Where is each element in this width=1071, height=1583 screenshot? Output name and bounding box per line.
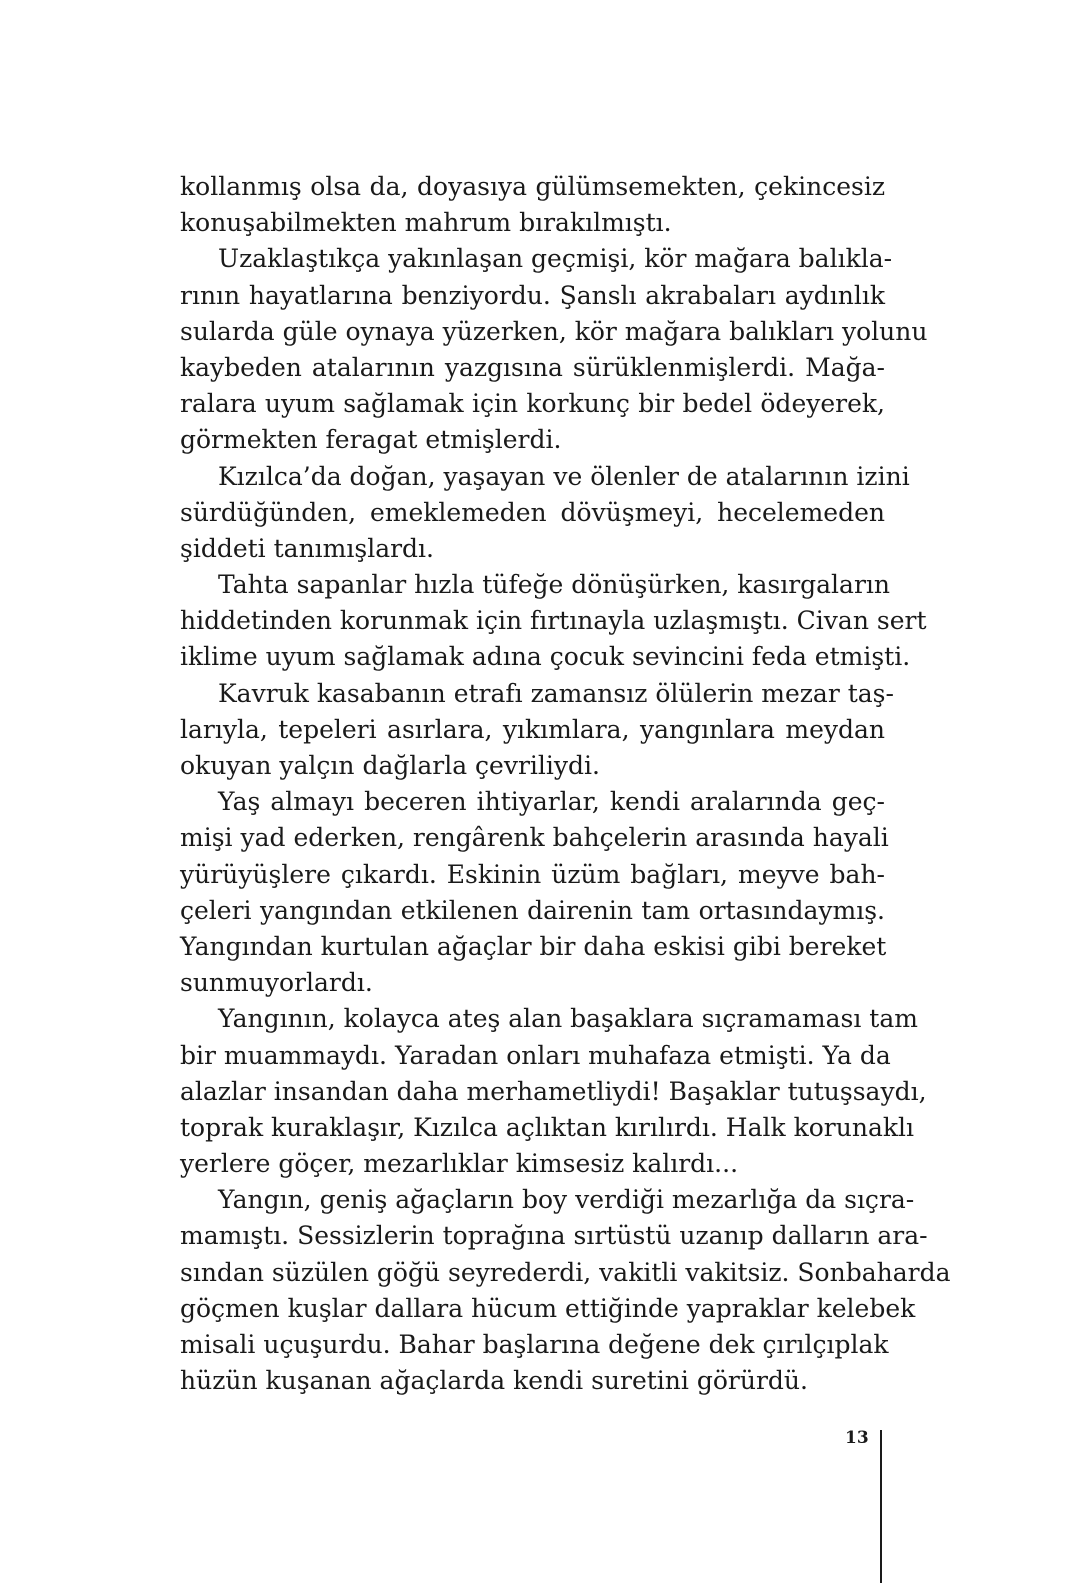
text-line: hiddetinden korunmak için fırtınayla uzlaşmıştı. Civan sert — [180, 606, 927, 636]
text-line: ralara uyum sağlamak için korkunç bir bedel ödeyerek, — [180, 389, 885, 419]
text-line: Yaş almayı beceren ihtiyarlar, kendi aralarında geç- — [218, 787, 885, 817]
text-line: sunmuyorlardı. — [180, 968, 373, 998]
text-line: mamıştı. Sessizlerin toprağına sırtüstü uzanıp dalların ara- — [180, 1221, 928, 1251]
text-line: alazlar insandan daha merhametliydi! Başaklar tutuşsaydı, — [180, 1076, 927, 1106]
text-line: yürüyüşlere çıkardı. Eskinin üzüm bağları, meyve bah- — [180, 859, 885, 889]
text-line: Kavruk kasabanın etrafı zamansız ölülerin mezar taş- — [218, 678, 894, 708]
text-line: Yangının, kolayca ateş alan başaklara sıçramaması tam — [218, 1004, 918, 1034]
text-line: toprak kuraklaşır, Kızılca açlıktan kırılırdı. Halk korunaklı — [180, 1112, 914, 1142]
body-text — [180, 169, 951, 1399]
text-line: bir muammaydı. Yaradan onları muhafaza etmişti. Ya da — [180, 1040, 891, 1070]
text-line: yerlere göçer, mezarlıklar kimsesiz kalırdı... — [180, 1149, 739, 1179]
text-line: rının hayatlarına benziyordu. Şanslı akrabaları aydınlık — [180, 280, 885, 310]
text-line: okuyan yalçın dağlarla çevriliydi. — [180, 751, 600, 780]
text-line: mişi yad ederken, rengârenk bahçelerin arasında hayali — [180, 823, 889, 853]
text-line: Tahta sapanlar hızla tüfeğe dönüşürken, kasırgaların — [218, 570, 890, 600]
page-number: 13 — [845, 1428, 869, 1448]
text-line: şiddeti tanımışlardı. — [180, 533, 434, 563]
text-line: iklime uyum sağlamak adına çocuk sevincini feda etmişti. — [180, 642, 911, 672]
text-line: görmekten feragat etmişlerdi. — [180, 425, 562, 455]
text-line: Yangından kurtulan ağaçlar bir daha eskisi gibi bereket — [180, 931, 887, 961]
text-line: sularda güle oynaya yüzerken, kör mağara balıkları yolunu — [180, 316, 928, 346]
text-line: misali uçuşurdu. Bahar başlarına değene dek çırılçıplak — [180, 1330, 889, 1359]
text-line: sından süzülen göğü seyrederdi, vakitli vakitsiz. Sonbaharda — [180, 1257, 951, 1287]
text-line: hüzün kuşanan ağaçlarda kendi suretini görürdü. — [180, 1366, 808, 1396]
text-line: sürdüğünden, emeklemeden dövüşmeyi, hecelemeden — [180, 497, 885, 527]
text-line: Kızılca’da doğan, yaşayan ve ölenler de atalarının izini — [218, 461, 910, 491]
text-line: kollanmış olsa da, doyasıya gülümsemekten, çekincesiz — [180, 172, 885, 201]
margin-rule — [880, 1430, 882, 1583]
text-line: konuşabilmekten mahrum bırakılmıştı. — [180, 208, 672, 238]
text-line: Uzaklaştıkça yakınlaşan geçmişi, kör mağara balıkla- — [218, 244, 893, 274]
text-line: Yangın, geniş ağaçların boy verdiği mezarlığa da sıçra- — [218, 1185, 915, 1215]
text-line: larıyla, tepeleri asırlara, yıkımlara, yangınlara meydan — [180, 714, 885, 744]
text-line: göçmen kuşlar dallara hücum ettiğinde yapraklar kelebek — [180, 1293, 916, 1323]
text-line: kaybeden atalarının yazgısına sürüklenmişlerdi. Mağa- — [180, 352, 885, 382]
text-line: çeleri yangından etkilenen dairenin tam ortasındaymış. — [180, 895, 885, 925]
